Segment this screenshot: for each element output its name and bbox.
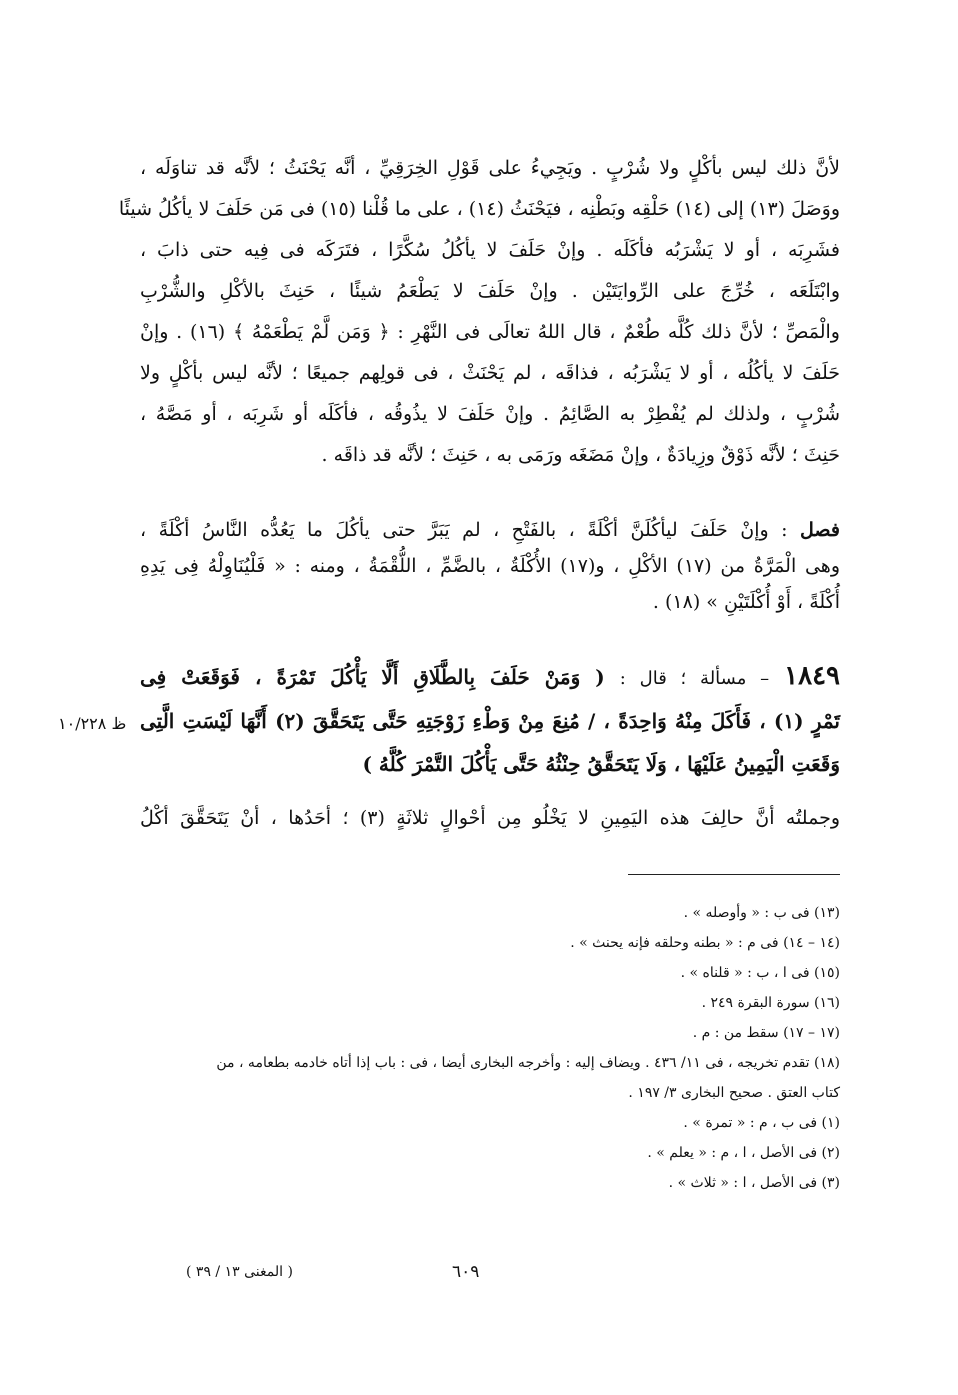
- text-line: حَنِثَ ؛ لأنَّه ذَوْقٌ وزِيادَةٌ ، وإنْ مَضَغَه ورَمَى به ، حَنِثَ ؛ لأنَّه قد ذاقَه .: [321, 444, 840, 466]
- masala-number: ١٨٤٩: [784, 661, 841, 691]
- text-line: حَلَفَ لا يأكُلُه ، أو لا يَشْرَبُه ، فذاقَه ، لم يَحْنَثْ ، فى قولِهم جميعًا ؛ لأنَّه ليس بأكْلٍ ولا: [140, 362, 840, 384]
- footnote: (١٤ – ١٤) فى م : « بطنه وحلقه فإنه يحنث » .: [570, 935, 840, 951]
- signature-marker: ( المغنى ١٣ / ٣٩ ): [186, 1264, 293, 1280]
- text-line: وَقَعَتِ الْيَمِينُ عَلَيْهَا ، وَلَا يَتَحَقَّقُ حِنْثُهُ حَتَّى يَأْكُلَ التَّمْرَ كُلَّهُ ): [362, 752, 840, 776]
- footnote: كتاب العتق . صحيح البخارى ٣/ ١٩٧ .: [628, 1085, 840, 1101]
- masala-intro: – مسألة ؛ قال :: [619, 668, 770, 689]
- fasl-heading: فصل: [800, 519, 840, 541]
- main-paragraph: [118, 148, 840, 476]
- footnote: (١٨) تقدم تخريجه ، فى ١١/ ٤٣٦ . ويضاف إليه : وأخرجه البخارى أيضا ، فى : باب إذا أتاه خادمه بطعامه ، من: [216, 1055, 840, 1071]
- footnotes: [140, 898, 840, 1198]
- footnote: (١٧ – ١٧) سقط من : م .: [692, 1025, 840, 1041]
- text-line: ووَصَلَ (١٣) إلى (١٤) حَلْقِه وبَطْنِه ، فيَحْنَثُ (١٤) ، على ما قُلْنا (١٥) فى مَن حَلَفَ لا يأكُلُ شيئًا: [118, 198, 840, 220]
- text-line: أُكْلَةً ، أَوْ أُكْلَتَيْنِ » (١٨) .: [652, 591, 840, 613]
- footnote: (٣) فى الأصل ، ا : « ثلاث » .: [668, 1175, 840, 1191]
- footnote: (١٣) فى ب : « وأوصله » .: [683, 905, 840, 921]
- footnote-divider: [628, 874, 840, 875]
- fasl-text: : وإنْ حَلَفَ ليأكُلَنَّ أكْلَةً ، بالفَتْحِ ، لم يَبَرَّ حتى يأكُلَ ما يَعُدُّه النَّاسُ أكْلَةً ،: [140, 519, 788, 541]
- footnote: (١) فى ب ، م : « تمرة » .: [683, 1115, 840, 1131]
- text-line: لأنَّ ذلك ليس بأكْلٍ ولا شُرْبٍ . ويَجِيءُ على قَوْلِ الخِرَقِيِّ ، أنَّه يَحْنَثُ ؛ لأنَّه قد تناوَلَه ،: [140, 157, 840, 179]
- page-number: ٦٠٩: [452, 1262, 480, 1282]
- footnote: (١٥) فى ا ، ب : « قلناه » .: [680, 965, 840, 981]
- footnote: (٢) فى الأصل ، ا ، م : « يعلم » .: [647, 1145, 840, 1161]
- footnote: (١٦) سورة البقرة ٢٤٩ .: [701, 995, 840, 1011]
- masala-paragraph: [140, 655, 840, 786]
- text-line: [140, 512, 840, 548]
- jumla-line: وجملتُه أنَّ حالِفَ هذه اليَمِينِ لا يَخْلُو مِن أحْوالٍ ثلاثَةٍ (٣) ؛ أحَدُها ، أنْ يَتَحَقَّقَ أكْلُ: [140, 807, 840, 829]
- margin-folio-note: ظ ١٠/٢٢٨: [58, 714, 127, 733]
- text-line: فشَرِبَه ، أو لا يَشْرَبُه فأكَلَه . وإنْ حَلَفَ لا يأكُلُ سُكَّرًا ، فتَرَكَه فى فِيه حتى ذابَ ،: [140, 239, 840, 261]
- fasl-paragraph: [140, 512, 840, 620]
- text-line: [140, 655, 840, 700]
- text-line: وهى الْمَرَّةُ من (١٧) الأكْلِ ، و(١٧) الأُكْلَةُ ، بالضَّمِّ ، اللُّقْمَةُ ، ومنه : « فَلْيُنَاوِلْهُ فِى يَدِهِ: [140, 555, 840, 577]
- text-line: والْمَصِّ ؛ لأنَّ ذلك كُلَّه طُعْمٌ ، قال اللهُ تعالَى فى النَّهْرِ : ﴿ وَمَن لَّمْ يَطْعَمْهُ ﴾ (١٦) . وإنْ: [140, 321, 840, 343]
- text-line: وابْتَلَعَه ، خُرِّجَ على الرِّوايَتَيْن . وإنْ حَلَفَ لا يَطْعَمُ شيئًا ، حَنِثَ بالأكْلِ والشُّرْبِ: [140, 280, 840, 302]
- text-line: تَمْرٍ (١) ، فَأَكَلَ مِنْهُ وَاحِدَةً ، / مُنِعَ مِنْ وَطْءِ زَوْجَتِهِ حَتَّى يَتَحَقَّقَ (٢) أَنَّهَا لَيْسَتِ الَّتِى: [140, 709, 840, 733]
- masala-text: ( وَمَنْ حَلَفَ بِالطَّلَاقِ أَلَّا يَأْكُلَ تَمْرَةً ، فَوَقَعَتْ فِى: [140, 665, 605, 689]
- text-line: شُرْبٍ ، ولذلك لم يُفْطِرْ به الصَّائِمُ . وإنْ حَلَفَ لا يذُوقُه ، فأكَلَه أو شَرِبَه ، أو مَصَّهُ ،: [140, 403, 840, 425]
